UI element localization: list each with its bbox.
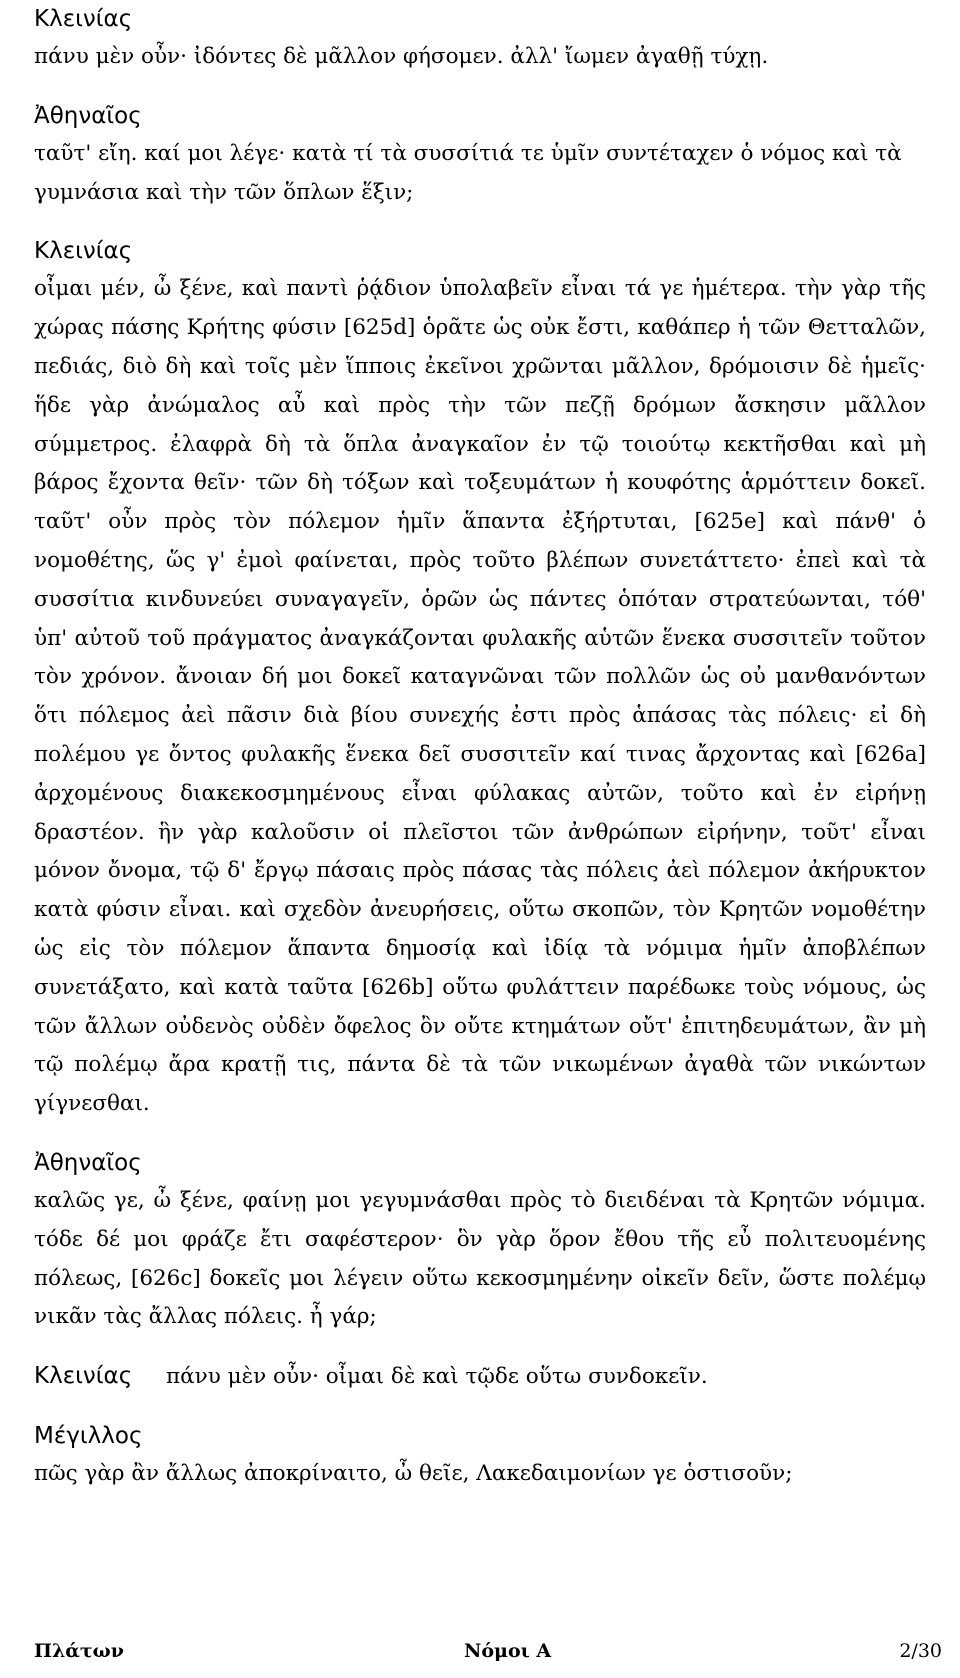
speech-text: καλῶς γε, ὦ ξένε, φαίνῃ μοι γεγυμνάσθαι πρὸς τὸ διειδέναι τὰ Κρητῶν νόμιμα. τόδε δέ μοι φράζε ἔτι σαφέστερον· ὃν γὰρ ὅρον ἔθου τῆς εὖ πολιτευομένης πόλεως, [626c] δοκεῖς μοι λέγειν οὕτω κεκοσμημένην οἰκεῖν δεῖν, ὥστε πολέμῳ νικᾶν τὰς ἄλλας πόλεις. ἦ γάρ; xyxy=(34,1187,926,1330)
speaker-name: Κλεινίας xyxy=(34,6,133,32)
dialogue-block xyxy=(34,97,926,213)
speaker-name: Ἀθηναῖος xyxy=(34,102,142,129)
document-page xyxy=(34,0,926,1514)
speech-text: πάνυ μὲν οὖν· ἰδόντες δὲ μᾶλλον φήσομεν. ἀλλ' ἴωμεν ἀγαθῇ τύχῃ. xyxy=(34,44,769,69)
dialogue-block xyxy=(34,1144,926,1337)
speaker-name: Κλεινίας xyxy=(34,1363,133,1390)
speech-text: οἶμαι μέν, ὦ ξένε, καὶ παντὶ ῥᾴδιον ὑπολαβεῖν εἶναι τά γε ἡμέτερα. τὴν γὰρ τῆς χώρας πάσης Κρήτης φύσιν [625d] ὁρᾶτε ὡς οὐκ ἔστι, καθάπερ ἡ τῶν Θετταλῶν, πεδιάς, διὸ δὴ καὶ τοῖς μὲν ἵπποις ἐκεῖνοι χρῶνται μᾶλλον, δρόμοισιν δὲ ἡμεῖς· ἥδε γὰρ ἀνώμαλος αὖ καὶ πρὸς τὴν τῶν πεζῇ δρόμων ἄσκησιν μᾶλλον σύμμετρος. ἐλαφρὰ δὴ τὰ ὅπλα ἀναγκαῖον ἐν τῷ τοιούτῳ κεκτῆσθαι καὶ μὴ βάρος ἔχοντα θεῖν· τῶν δὴ τόξων καὶ τοξευμάτων ἡ κουφότης ἁρμόττειν δοκεῖ. ταῦτ' οὖν πρὸς τὸν πόλεμον ἡμῖν ἅπαντα ἐξήρτυται, [625e] καὶ πάνθ' ὁ νομοθέτης, ὥς γ' ἐμοὶ φαίνεται, πρὸς τοῦτο βλέπων συνετάττετο· ἐπεὶ καὶ τὰ συσσίτια κινδυνεύει συναγαγεῖν, ὁρῶν ὡς πάντες ὁπόταν στρατεύωνται, τόθ' ὑπ' αὐτοῦ τοῦ πράγματος ἀναγκάζονται φυλακῆς αὑτῶν ἕνεκα συσσιτεῖν τοῦτον τὸν χρόνον. ἄνοιαν δή μοι δοκεῖ καταγνῶναι τῶν πολλῶν ὡς οὐ μανθανόντων ὅτι πόλεμος ἀεὶ πᾶσιν διὰ βίου συνεχής ἐστι πρὸς ἁπάσας τὰς πόλεις· εἰ δὴ πολέμου γε ὄντος φυλακῆς ἕνεκα δεῖ συσσιτεῖν καί τινας ἄρχοντας καὶ [626a] ἀρχομένους διακεκοσμημένους εἶναι φύλακας αὐτῶν, τοῦτο καὶ ἐν εἰρήνῃ δραστέον. ἣν γὰρ καλοῦσιν οἱ πλεῖστοι τῶν ἀνθρώπων εἰρήνην, τοῦτ' εἶναι μόνον ὄνομα, τῷ δ' ἔργῳ πάσαις πρὸς πάσας τὰς πόλεις ἀεὶ πόλεμον ἀκήρυκτον κατὰ φύσιν εἶναι. καὶ σχεδὸν ἀνευρήσεις, οὕτω σκοπῶν, τὸν Κρητῶν νομοθέτην ὡς εἰς τὸν πόλεμον ἅπαντα δημοσίᾳ καὶ ἰδίᾳ τὰ νόμιμα ἡμῖν ἀποβλέπων συνετάξατο, καὶ κατὰ ταῦτα [626b] οὕτω φυλάττειν παρέδωκε τοὺς νόμους, ὡς τῶν ἄλλων οὐδενὸς οὐδὲν ὄφελος ὂν οὔτε κτημάτων οὔτ' ἐπιτηδευμάτων, ἂν μὴ τῷ πολέμῳ ἄρα κρατῇ τις, πάντα δὲ τὰ τῶν νικωμένων ἀγαθὰ τῶν νικώντων γίγνεσθαι. xyxy=(34,276,926,1117)
page-footer xyxy=(34,1640,942,1670)
footer-author: Πλάτων xyxy=(34,1640,124,1662)
dialogue-block xyxy=(34,1357,926,1397)
speaker-name: Μέγιλλος xyxy=(34,1422,143,1449)
footer-page-number: 2/30 xyxy=(899,1640,942,1662)
speaker-name: Ἀθηναῖος xyxy=(34,1149,142,1176)
dialogue-block xyxy=(34,1417,926,1494)
speech-text: πάνυ μὲν οὖν· οἶμαι δὲ καὶ τῷδε οὕτω συνδοκεῖν. xyxy=(166,1364,708,1390)
footer-work-title: Νόμοι Α xyxy=(464,1640,552,1662)
dialogue-block xyxy=(34,0,926,77)
speaker-name: Κλεινίας xyxy=(34,238,133,265)
speech-text: ταῦτ' εἴη. καί μοι λέγε· κατὰ τί τὰ συσσίτιά τε ὑμῖν συντέταχεν ὁ νόμος καὶ τὰ γυμνάσια καὶ τὴν τῶν ὅπλων ἕξιν; xyxy=(34,140,902,205)
speech-text: πῶς γὰρ ἂν ἄλλως ἀποκρίναιτο, ὦ θεῖε, Λακεδαιμονίων γε ὁστισοῦν; xyxy=(34,1460,793,1486)
dialogue-block xyxy=(34,232,926,1124)
